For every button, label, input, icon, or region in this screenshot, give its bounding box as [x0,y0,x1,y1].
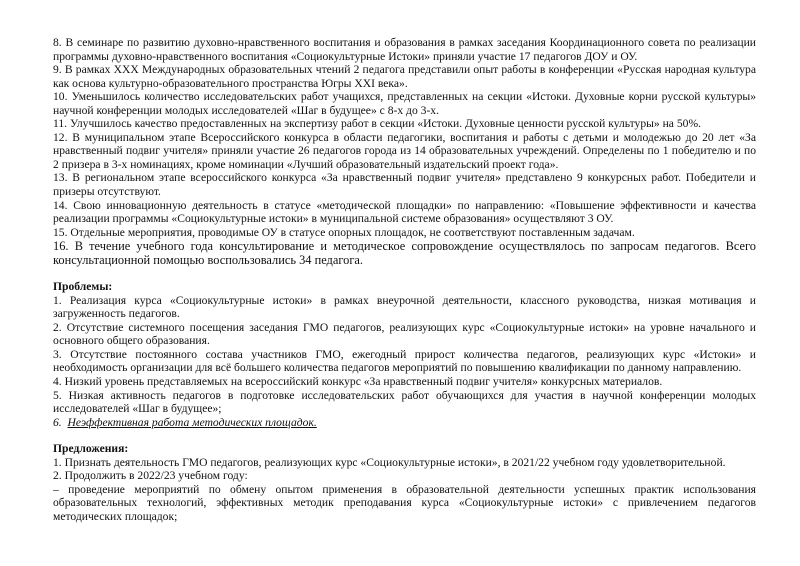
result-item-9: 9. В рамках XXX Международных образовательных чтений 2 педагога представили опыт работы в конференции «Русская народная культура как основа культурно-образовательного пространства Югры XXI века». [53,63,756,90]
result-item-10: 10. Уменьшилось количество исследовательских работ учащихся, представленных на секции «Истоки. Духовные корни русской культуры» научной конференции молодых исследователей «Шаг в будущее» с 8-х до 3-х. [53,90,757,117]
proposal-subitem: – проведение мероприятий по обмену опытом применения в образовательной деятельности успешных практик использования образовательных технологий, эффективных методик преподавания курса «Социокультурные истоки» с привлечением педагогов методических площадок; [53,482,756,523]
problem-item-6: 6. Неэффективная работа методических площадок. [53,415,317,429]
result-item-15: 15. Отдельные мероприятия, проводимые ОУ в статусе опорных площадок, не соответствуют поставленным задачам. [53,225,635,239]
result-item-12: 12. В муниципальном этапе Всероссийского конкурса в области педагогики, воспитания и работы с детьми и молодежью до 20 лет «За нравственный подвиг учителя» приняли участие 26 педагогов города из 14 образовательных учреждений. Определены по 1 победителю и по 2 призера в 3-х номинациях, кроме номинации «Лучший образовательный издательский проект года». [53,130,756,171]
result-item-11: 11. Улучшилось качество предоставленных на экспертизу работ в секции «Истоки. Духовные ценности русской культуры» на 50%. [53,117,702,131]
proposal-item-2: 2. Продолжить в 2022/23 учебном году: [53,469,248,483]
result-item-16: 16. В течение учебного года консультирование и методическое сопровождение осуществлялось по запросам педагогов. Всего консультационной помощью воспользовались 34 педагога. [53,239,756,268]
proposal-item-1: 1. Признать деятельность ГМО педагогов, реализующих курс «Социокультурные истоки», в 2021/22 учебном году удовлетворительной. [53,455,726,469]
result-item-13: 13. В региональном этапе всероссийского конкурса «За нравственный подвиг учителя» представлено 9 конкурсных работ. Победители и призеры отсутствуют. [53,171,757,199]
problem-item-5: 5. Низкая активность педагогов в подготовке исследовательских работ обучающихся для участия в научной конференции молодых исследователей «Шаг в будущее»; [53,388,756,416]
problem-item-4: 4. Низкий уровень представляемых на всероссийский конкурс «За нравственный подвиг учителя» конкурсных материалов. [53,375,663,389]
problem-item-2: 2. Отсутствие системного посещения заседания ГМО педагогов, реализующих курс «Социокультурные истоки» на уровне начального и основного общего образования. [53,320,756,348]
problem-item-1: 1. Реализация курса «Социокультурные истоки» в рамках внеурочной деятельности, классного руководства, низкая мотивация и загруженность педагогов. [53,293,756,321]
spacer [53,429,756,442]
problem-item-3: 3. Отсутствие постоянного состава участников ГМО, ежегодный прирост количества педагогов, реализующих курс «Истоки» и необходимость организации для всё большего количества педагогов мероприятий по повышению квалификации по данному направлению. [53,347,756,375]
result-item-14: 14. Свою инновационную деятельность в статусе «методической площадки» по направлению: «Повышение эффективности и качества реализации программы «Социокультурные истоки» в муниципальной системе образования» осуществляют 3 ОУ. [53,198,756,226]
document-page [53,36,756,524]
proposals-heading: Предложения: [53,442,129,456]
spacer [53,267,756,280]
result-item-8: 8. В семинаре по развитию духовно-нравственного воспитания и образования в рамках заседания Координационного совета по реализации программы духовно-нравственного воспитания «Социокультурные Истоки» приняли участие 17 педагогов ДОУ и ОУ. [53,36,756,63]
problems-heading: Проблемы: [53,280,113,294]
